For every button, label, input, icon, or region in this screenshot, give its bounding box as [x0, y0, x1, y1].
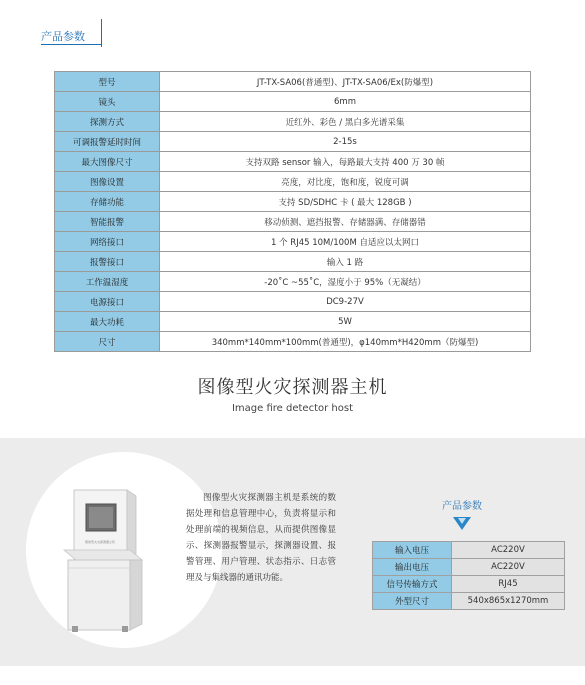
param-value: 支持双路 sensor 输入，每路最大支持 400 万 30 帧: [160, 152, 531, 172]
param-name: 型号: [55, 72, 160, 92]
param-value: 5W: [160, 312, 531, 332]
section-header: [41, 25, 85, 44]
chevron-down-icon: [453, 517, 471, 531]
param-name: 报警接口: [55, 252, 160, 272]
table-row: [55, 172, 531, 192]
param-value: 近红外、彩色 / 黑白多光谱采集: [160, 112, 531, 132]
table-row: [55, 252, 531, 272]
table-row: [373, 576, 565, 593]
param-name: 探测方式: [55, 112, 160, 132]
table-row: [55, 132, 531, 152]
param-value: DC9-27V: [160, 292, 531, 312]
param-value: RJ45: [452, 576, 565, 593]
table-row: [373, 559, 565, 576]
table-row: [55, 112, 531, 132]
param-value: 6mm: [160, 92, 531, 112]
product-title: 图像型火灾探测器主机: [197, 377, 388, 398]
product-description: 图像型火灾探测器主机是系统的数据处理和信息管理中心，负责将显示和处理前端的视频信息，从而提供图像显示、探测器报警显示，探测器设置、报警管理、用户管理、状态指示、日志管理及与集线器的通讯功能。: [186, 493, 336, 583]
param-value: AC220V: [452, 542, 565, 559]
param-name: 输入电压: [373, 542, 452, 559]
param-value: 移动侦测、遮挡报警、存储器满、存储器错: [160, 212, 531, 232]
param-name: 外型尺寸: [373, 593, 452, 610]
table-row: [55, 312, 531, 332]
param-value: -20˚C ~55˚C，湿度小于 95%（无凝结）: [160, 272, 531, 292]
table-row: [55, 272, 531, 292]
param-name: 信号传输方式: [373, 576, 452, 593]
param-value: 1 个 RJ45 10M/100M 自适应以太网口: [160, 232, 531, 252]
table-row: [55, 292, 531, 312]
param-name: 网络接口: [55, 232, 160, 252]
table-row: [55, 332, 531, 352]
param-name: 尺寸: [55, 332, 160, 352]
section-title: 产品参数: [41, 30, 85, 43]
product-subtitle: Image fire detector host: [231, 403, 353, 414]
param-value: AC220V: [452, 559, 565, 576]
param-value: 340mm*140mm*100mm(普通型)，φ140mm*H420mm（防爆型): [160, 332, 531, 352]
spec-table: [54, 71, 531, 352]
param-name: 最大图像尺寸: [55, 152, 160, 172]
divider: [101, 19, 102, 47]
param-name: 最大功耗: [55, 312, 160, 332]
param-value: 输入 1 路: [160, 252, 531, 272]
table-row: [373, 542, 565, 559]
table-row: [55, 232, 531, 252]
side-params-header: [430, 497, 494, 531]
param-name: 智能报警: [55, 212, 160, 232]
cabinet-label: 图像型火灾探测器主机: [84, 540, 116, 544]
divider: [41, 44, 102, 45]
param-value: 亮度，对比度，饱和度，锐度可调: [160, 172, 531, 192]
table-row: [55, 92, 531, 112]
param-name: 图像设置: [55, 172, 160, 192]
table-row: [55, 152, 531, 172]
table-row: [373, 593, 565, 610]
param-name: 电源接口: [55, 292, 160, 312]
param-name: 可调报警延时时间: [55, 132, 160, 152]
table-row: [55, 72, 531, 92]
side-params-title: 产品参数: [442, 501, 482, 512]
table-row: [55, 192, 531, 212]
param-name: 输出电压: [373, 559, 452, 576]
param-name: 存储功能: [55, 192, 160, 212]
param-value: JT-TX-SA06(普通型)、JT-TX-SA06/Ex(防爆型): [160, 72, 531, 92]
mini-spec-table: [372, 541, 565, 610]
param-name: 镜头: [55, 92, 160, 112]
table-row: [55, 212, 531, 232]
param-name: 工作温湿度: [55, 272, 160, 292]
param-value: 支持 SD/SDHC 卡 ( 最大 128GB ): [160, 192, 531, 212]
param-value: 540x865x1270mm: [452, 593, 565, 610]
param-value: 2-15s: [160, 132, 531, 152]
